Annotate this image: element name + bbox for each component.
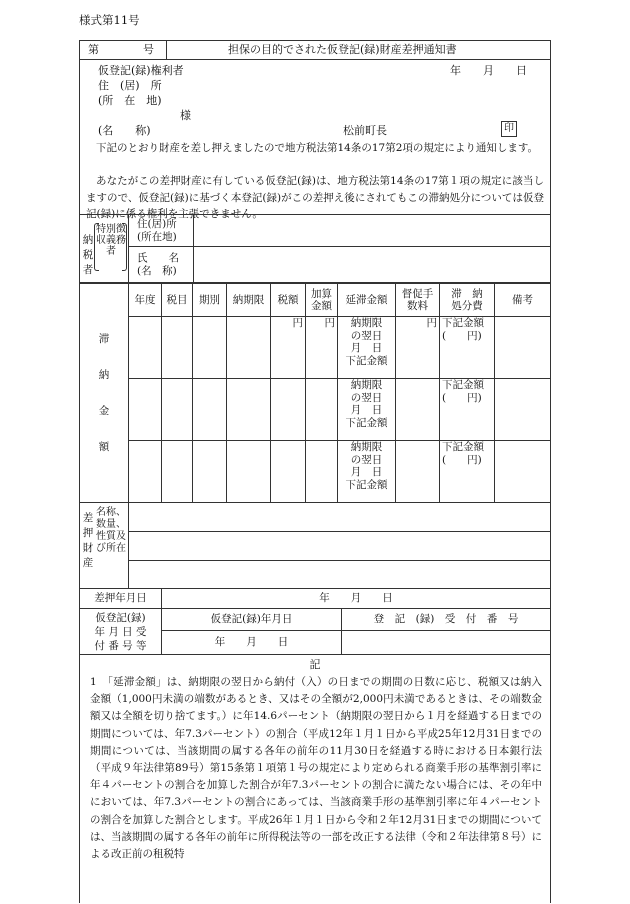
late-fee-cell: 納期限 の翌日 月 日 下記金額 <box>338 317 396 379</box>
taxpayer-location-label: (所在地) <box>137 230 177 243</box>
header-row <box>80 41 550 59</box>
seizure-date-table <box>79 588 551 609</box>
seized-property-label: 差押財産 <box>82 512 94 569</box>
provisional-date-header: 仮登記(録)年月日 <box>162 609 342 631</box>
col-period: 期別 <box>193 284 227 317</box>
disposal-cell: 下記金額 ( 円) <box>440 379 495 441</box>
arrears-row <box>80 317 551 379</box>
seal-mark: 印 <box>501 121 517 137</box>
honorific: 様 <box>180 109 191 122</box>
taxpayer-label: 納税者 <box>82 234 94 276</box>
col-late-fee: 延滞金額 <box>338 284 396 317</box>
notice-form <box>79 40 551 903</box>
notes-heading: 記 <box>309 658 321 671</box>
name-label: (名 称) <box>98 124 151 137</box>
taxpayer-address-value <box>194 215 551 247</box>
registration-number-value <box>342 631 551 655</box>
arrears-row <box>80 379 551 441</box>
seized-property-sub-label: 名称、数量、性質及び所在 <box>96 507 126 554</box>
seized-property-value <box>129 503 551 589</box>
yen-unit: 円 <box>396 317 440 379</box>
yen-unit: 円 <box>271 317 306 379</box>
col-due-date: 納期限 <box>227 284 271 317</box>
col-fiscal-year: 年度 <box>129 284 162 317</box>
late-fee-cell: 納期限 の翌日 月 日 下記金額 <box>338 379 396 441</box>
seizure-date-value: 年 月 日 <box>162 589 551 609</box>
provisional-label-cell: 仮登記(録) 年 月 日 受 付 番 号 等 <box>80 609 162 655</box>
taxpayer-address-label: 住(居)所 <box>137 218 177 230</box>
provisional-date-value: 年 月 日 <box>162 631 342 655</box>
taxpayer-name-label: 氏 名 <box>137 252 179 264</box>
body-paragraph-1: 下記のとおり財産を差し押えましたので地方税法第14条の17第2項の規定により通知します。 <box>96 142 539 154</box>
late-fee-cell: 納期限 の翌日 月 日 下記金額 <box>338 441 396 503</box>
number-label: 第 号 <box>88 43 154 56</box>
provisional-registration-table <box>79 608 551 655</box>
taxpayer-table <box>79 214 551 283</box>
col-reminder-fee: 督促手数料 <box>396 284 440 317</box>
taxpayer-name-label-cell <box>129 247 194 283</box>
col-disposal-cost: 滞 納処分費 <box>440 284 495 317</box>
address-label: 住 (居) 所 <box>98 79 162 92</box>
right-holder-label: 仮登記(録)権利者 <box>98 64 184 77</box>
notes-section <box>80 654 550 904</box>
seized-property-table <box>79 502 551 589</box>
arrears-label: 滞納金額 <box>98 333 110 453</box>
col-surcharge: 加算金額 <box>306 284 338 317</box>
document-title: 担保の目的でされた仮登記(録)財産差押通知書 <box>228 43 457 56</box>
yen-unit: 円 <box>306 317 338 379</box>
notes-item-1: 1 「延滞金額」は、納期限の翌日から納付（入）の日までの期間の日数に応じ、税額又は納入金額（1,000円未満の端数があるとき、又はその全額が2,000円未満であるときは、その端数金額又は全額を切り捨てます。）に年14.6パーセント（納期限の翌日から１月を経過する日までの期間については、年7.3パーセント）の割合（平成12年１月１日から平成25年12月31日までの期間については、当該期間の属する各年の前年の11月30日を経過する時における日本銀行法（平成９年法律第89号）第15条第１項第１号の規定により定められる商業手形の基準割引率に年４パーセントの割合を加算した割合が年7.3パーセントの割合に満たない場合には、その年中においては、年7.3パーセントの割合にあっては、当該商業手形の基準割引率に年４パーセントの割合を加算した割合とします。平成26年１月１日から令和２年12月31日までの期間については、当該期間の属する各年の前年に所得税法等の一部を改正する法律（令和２年法律第８号）による改正前の租税特 <box>90 676 542 861</box>
location-label: (所 在 地) <box>98 94 162 107</box>
col-tax-amount: 税額 <box>271 284 306 317</box>
form-number: 様式第11号 <box>79 13 140 27</box>
taxpayer-address-label-cell <box>129 215 194 247</box>
body-paragraph-2: あなたがこの差押財産に有している仮登記(録)は、地方税法第14条の17第１項の規定に該当しますので、仮登記(録)に基づく本登記(録)がこの差押え後にされてもこの滞納処分については仮登記(録)に係る権利を主張できません。 <box>86 175 544 221</box>
col-remarks: 備考 <box>495 284 551 317</box>
arrears-row <box>80 441 551 503</box>
notice-date: 年 月 日 <box>450 64 527 77</box>
disposal-cell: 下記金額 ( 円) <box>440 317 495 379</box>
disposal-cell: 下記金額 ( 円) <box>440 441 495 503</box>
taxpayer-name-value <box>194 247 551 283</box>
taxpayer-name-sub-label: (名 称) <box>137 264 177 277</box>
col-tax-item: 税目 <box>162 284 193 317</box>
arrears-label-cell <box>80 284 129 503</box>
arrears-table <box>79 283 551 503</box>
seized-property-label-cell <box>80 503 129 589</box>
special-collector-label: 特別徴収義務者 <box>96 224 126 257</box>
registration-number-header: 登 記 (録) 受 付 番 号 <box>342 609 551 631</box>
taxpayer-label-cell <box>80 215 129 283</box>
issuer: 松前町長 <box>343 124 387 137</box>
seizure-date-label: 差押年月日 <box>80 589 162 609</box>
